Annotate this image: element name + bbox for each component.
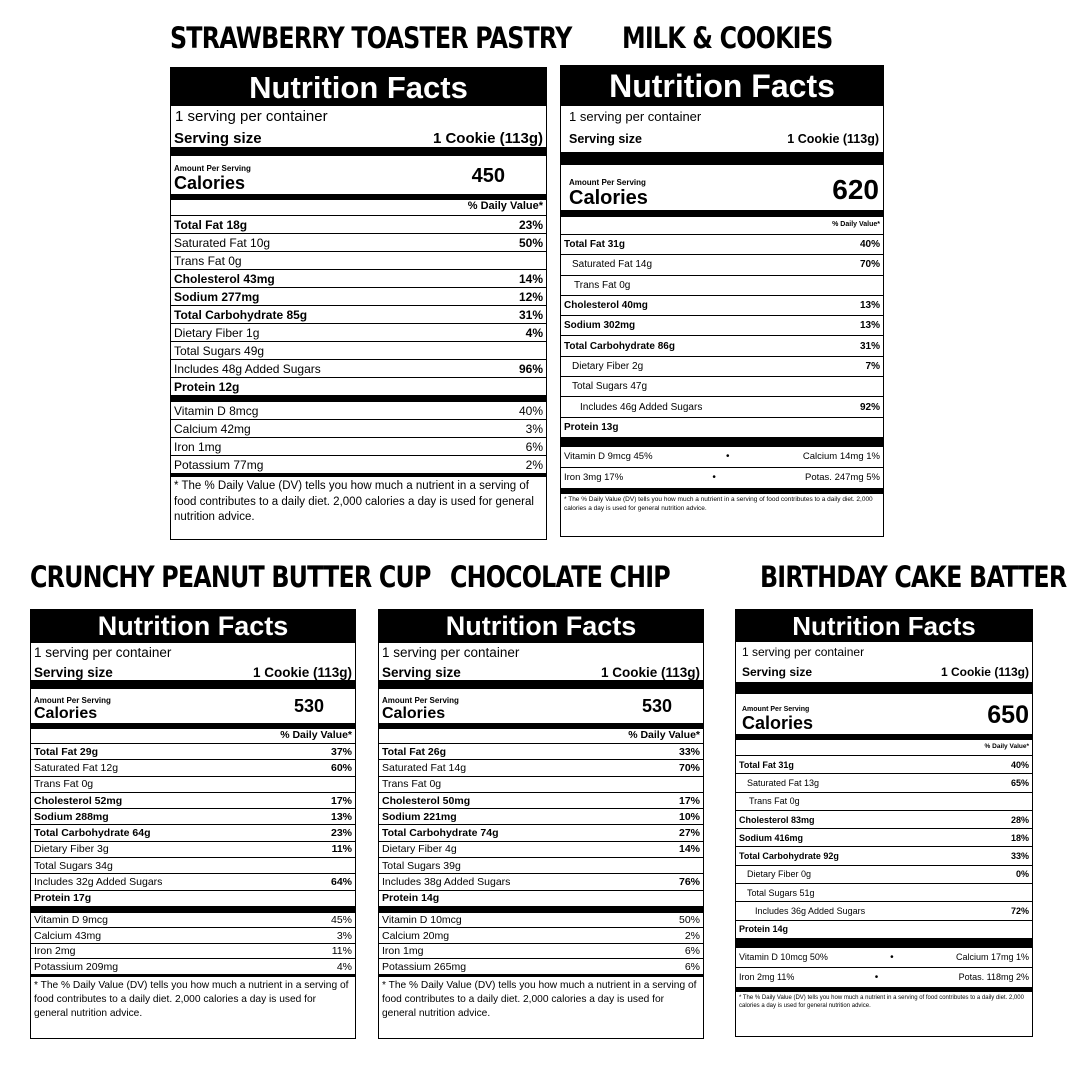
nutrition-label-chocolate-chip bbox=[378, 609, 704, 1039]
nutrient-row bbox=[171, 216, 546, 234]
vitamin-row bbox=[31, 928, 355, 944]
nutrient-label: Includes 46g Added Sugars bbox=[580, 401, 703, 413]
nutrient-label: Includes 36g Added Sugars bbox=[755, 906, 866, 917]
nutrient-label: Total Sugars 34g bbox=[34, 859, 113, 872]
nutrient-row bbox=[171, 252, 546, 270]
nutrient-label: Cholesterol 50mg bbox=[382, 794, 471, 807]
nutrient-daily-value: 17% bbox=[330, 794, 352, 807]
vitamin-row bbox=[379, 928, 703, 944]
serving-size-label: Serving size bbox=[569, 132, 642, 146]
vitamin-right: Calcium 17mg 1% bbox=[955, 952, 1029, 963]
nutrient-daily-value: 50% bbox=[518, 235, 543, 250]
servings-per-container: 1 serving per container bbox=[34, 645, 172, 660]
nutrient-row bbox=[736, 866, 1032, 884]
vitamin-row bbox=[31, 913, 355, 929]
nutrient-row bbox=[31, 744, 355, 760]
nutrient-daily-value: 72% bbox=[1010, 906, 1029, 917]
vitamin-right: Calcium 14mg 1% bbox=[802, 451, 880, 463]
daily-value-header: % Daily Value* bbox=[736, 740, 1032, 756]
vitamin-daily-value: 40% bbox=[518, 403, 543, 418]
nutrient-row bbox=[561, 397, 883, 417]
nutrient-label: Total Fat 29g bbox=[34, 745, 98, 758]
vitamin-left: Vitamin D 10mcg 50% bbox=[739, 952, 828, 963]
nutrient-row bbox=[171, 306, 546, 324]
calories-value: 530 bbox=[293, 696, 324, 716]
nutrition-facts-heading: Nutrition Facts bbox=[561, 66, 883, 106]
nutrient-row bbox=[379, 825, 703, 841]
nutrient-daily-value: 70% bbox=[678, 761, 700, 774]
nutrient-daily-value: 31% bbox=[859, 340, 880, 352]
nutrient-row bbox=[31, 891, 355, 907]
nutrient-label: Saturated Fat 12g bbox=[34, 761, 119, 774]
nutrition-label-strawberry bbox=[170, 67, 547, 540]
calories-label: Calories bbox=[174, 173, 246, 193]
vitamin-daily-value: 3% bbox=[525, 421, 543, 436]
nutrient-daily-value: 40% bbox=[1010, 759, 1029, 770]
vitamin-row bbox=[171, 402, 546, 420]
nutrient-row bbox=[379, 891, 703, 907]
nutrient-row bbox=[171, 288, 546, 306]
vitamin-daily-value: 2% bbox=[525, 457, 543, 472]
nutrient-label: Saturated Fat 13g bbox=[747, 777, 820, 788]
vitamin-label: Iron 1mg bbox=[174, 439, 222, 454]
nutrient-label: Dietary Fiber 3g bbox=[34, 843, 109, 856]
daily-value-header: % Daily Value* bbox=[171, 200, 546, 216]
nutrient-row bbox=[561, 235, 883, 255]
nutrient-daily-value: 96% bbox=[518, 361, 543, 376]
daily-value-header: % Daily Value* bbox=[379, 729, 703, 744]
nutrient-row bbox=[379, 760, 703, 776]
nutrient-row bbox=[379, 874, 703, 890]
nutrient-row bbox=[31, 858, 355, 874]
vitamin-daily-value: 45% bbox=[330, 914, 352, 927]
nutrient-daily-value: 23% bbox=[518, 217, 543, 232]
vitamin-label: Potassium 265mg bbox=[382, 960, 467, 973]
vitamin-label: Potassium 209mg bbox=[34, 960, 119, 973]
serving-size-label: Serving size bbox=[382, 665, 461, 680]
nutrition-facts-heading: Nutrition Facts bbox=[171, 68, 546, 106]
vitamin-row bbox=[31, 944, 355, 960]
nutrient-label: Total Fat 26g bbox=[382, 745, 446, 758]
panel-title: STRAWBERRY TOASTER PASTRY bbox=[170, 21, 572, 55]
nutrient-label: Includes 38g Added Sugars bbox=[382, 876, 511, 889]
nutrient-row bbox=[736, 921, 1032, 939]
nutrient-label: Sodium 302mg bbox=[564, 320, 636, 332]
nutrient-daily-value: 40% bbox=[859, 239, 880, 251]
panel-title: CHOCOLATE CHIP bbox=[450, 560, 670, 594]
nutrient-daily-value: 18% bbox=[1010, 832, 1029, 843]
nutrient-daily-value: 10% bbox=[678, 810, 700, 823]
nutrient-label: Dietary Fiber 0g bbox=[747, 869, 812, 880]
vitamin-daily-value: 6% bbox=[684, 960, 700, 973]
serving-size-label: Serving size bbox=[742, 665, 813, 679]
nutrient-row bbox=[31, 874, 355, 890]
vitamin-daily-value: 3% bbox=[336, 929, 352, 942]
nutrient-row bbox=[31, 842, 355, 858]
nutrient-label: Trans Fat 0g bbox=[174, 253, 242, 268]
nutrient-row bbox=[31, 760, 355, 776]
nutrient-label: Trans Fat 0g bbox=[382, 778, 442, 791]
nutrient-row bbox=[561, 357, 883, 377]
vitamin-label: Calcium 43mg bbox=[34, 929, 102, 942]
serving-size-value: 1 Cookie (113g) bbox=[252, 665, 352, 680]
nutrient-daily-value: 33% bbox=[1010, 851, 1029, 862]
nutrient-row bbox=[561, 276, 883, 296]
nutrient-label: Trans Fat 0g bbox=[34, 778, 94, 791]
nutrient-daily-value: 27% bbox=[678, 827, 700, 840]
nutrient-label: Total Sugars 49g bbox=[174, 343, 265, 358]
nutrient-daily-value: 13% bbox=[859, 320, 880, 332]
nutrient-row bbox=[171, 270, 546, 288]
nutrient-daily-value: 70% bbox=[859, 259, 880, 271]
nutrient-label: Sodium 277mg bbox=[174, 289, 260, 304]
nutrient-daily-value: 4% bbox=[525, 325, 543, 340]
bullet-separator: • bbox=[725, 451, 730, 463]
serving-size-value: 1 Cookie (113g) bbox=[787, 132, 879, 146]
nutrient-label: Total Sugars 47g bbox=[572, 381, 648, 393]
nutrient-row bbox=[736, 829, 1032, 847]
nutrient-label: Total Carbohydrate 85g bbox=[174, 307, 308, 322]
vitamin-label: Iron 2mg bbox=[34, 945, 76, 958]
nutrient-daily-value: 60% bbox=[330, 761, 352, 774]
calories-label: Calories bbox=[569, 187, 648, 209]
nutrient-daily-value: 31% bbox=[518, 307, 543, 322]
nutrient-label: Total Fat 31g bbox=[564, 239, 625, 251]
nutrient-label: Cholesterol 40mg bbox=[564, 300, 648, 312]
nutrition-facts-heading: Nutrition Facts bbox=[736, 610, 1032, 642]
nutrient-label: Cholesterol 83mg bbox=[739, 814, 815, 825]
servings-per-container: 1 serving per container bbox=[569, 109, 702, 124]
nutrient-row bbox=[736, 884, 1032, 902]
nutrient-row bbox=[736, 793, 1032, 811]
nutrient-label: Trans Fat 0g bbox=[749, 796, 800, 807]
nutrient-daily-value: 65% bbox=[1010, 777, 1029, 788]
serving-size-label: Serving size bbox=[34, 665, 113, 680]
vitamin-row bbox=[379, 944, 703, 960]
nutrient-daily-value: 11% bbox=[331, 843, 352, 856]
vitamin-row bbox=[171, 438, 546, 456]
nutrient-row bbox=[379, 809, 703, 825]
vitamin-left: Iron 2mg 11% bbox=[739, 972, 795, 983]
nutrient-label: Total Carbohydrate 92g bbox=[739, 851, 839, 862]
vitamin-row bbox=[379, 913, 703, 929]
calories-value: 450 bbox=[471, 165, 505, 187]
vitamin-left: Iron 3mg 17% bbox=[564, 472, 624, 484]
nutrient-label: Total Fat 18g bbox=[174, 217, 248, 232]
nutrition-facts-heading: Nutrition Facts bbox=[31, 610, 355, 643]
vitamin-daily-value: 50% bbox=[678, 914, 700, 927]
nutrient-label: Saturated Fat 10g bbox=[174, 235, 271, 250]
nutrient-label: Protein 13g bbox=[564, 421, 619, 433]
nutrient-row bbox=[561, 255, 883, 275]
nutrient-row bbox=[171, 324, 546, 342]
calories-value: 530 bbox=[641, 696, 672, 716]
nutrient-daily-value: 76% bbox=[678, 876, 700, 889]
nutrient-label: Cholesterol 43mg bbox=[174, 271, 275, 286]
nutrient-daily-value: 13% bbox=[330, 810, 352, 823]
nutrient-label: Protein 17g bbox=[34, 892, 92, 905]
daily-value-header: % Daily Value* bbox=[561, 217, 883, 235]
vitamin-left: Vitamin D 9mcg 45% bbox=[564, 451, 653, 463]
nutrient-label: Protein 14g bbox=[382, 892, 440, 905]
vitamin-right: Potas. 247mg 5% bbox=[805, 472, 880, 484]
nutrient-row bbox=[379, 793, 703, 809]
bullet-separator: • bbox=[890, 951, 894, 963]
nutrition-label-peanut-butter-cup bbox=[30, 609, 356, 1039]
amount-per-serving: Amount Per Serving bbox=[742, 706, 810, 713]
vitamin-row bbox=[379, 959, 703, 975]
nutrient-label: Sodium 416mg bbox=[739, 832, 804, 843]
nutrient-daily-value: 28% bbox=[1010, 814, 1029, 825]
nutrient-row bbox=[736, 811, 1032, 829]
vitamin-right: Potas. 118mg 2% bbox=[958, 972, 1029, 983]
nutrient-label: Total Fat 31g bbox=[739, 759, 794, 770]
amount-per-serving: Amount Per Serving bbox=[569, 178, 646, 187]
nutrient-label: Dietary Fiber 2g bbox=[572, 360, 644, 372]
vitamin-label: Iron 1mg bbox=[382, 945, 424, 958]
nutrient-row bbox=[379, 744, 703, 760]
nutrition-label-birthday-cake bbox=[735, 609, 1033, 1037]
nutrient-label: Sodium 221mg bbox=[382, 810, 457, 823]
serving-size-value: 1 Cookie (113g) bbox=[940, 665, 1029, 679]
footnote: * The % Daily Value (DV) tells you how much a nutrient in a serving of food contributes to a daily diet. 2,000 calories a day is used for general nutrition advice. bbox=[739, 994, 1024, 1010]
vitamin-label: Calcium 20mg bbox=[382, 929, 450, 942]
nutrient-label: Total Carbohydrate 74g bbox=[382, 827, 499, 840]
vitamin-row bbox=[736, 948, 1032, 968]
vitamin-row bbox=[561, 447, 883, 468]
footnote: * The % Daily Value (DV) tells you how much a nutrient in a serving of food contributes to a daily diet. 2,000 calories a day is used for general nutrition advice. bbox=[564, 495, 873, 512]
vitamin-daily-value: 11% bbox=[331, 945, 352, 958]
calories-value: 650 bbox=[987, 701, 1029, 729]
vitamin-label: Potassium 77mg bbox=[174, 457, 264, 472]
nutrient-row bbox=[561, 377, 883, 397]
nutrient-daily-value: 14% bbox=[678, 843, 700, 856]
nutrient-label: Includes 48g Added Sugars bbox=[174, 361, 321, 376]
nutrient-row bbox=[171, 360, 546, 378]
nutrition-facts-heading: Nutrition Facts bbox=[379, 610, 703, 643]
nutrient-row bbox=[736, 847, 1032, 865]
nutrient-row bbox=[736, 756, 1032, 774]
nutrient-label: Total Sugars 39g bbox=[382, 859, 461, 872]
nutrient-label: Saturated Fat 14g bbox=[382, 761, 467, 774]
serving-size-value: 1 Cookie (113g) bbox=[600, 665, 700, 680]
vitamin-daily-value: 2% bbox=[684, 929, 700, 942]
serving-size-label: Serving size bbox=[174, 130, 262, 147]
vitamin-label: Vitamin D 8mcg bbox=[174, 403, 259, 418]
nutrient-row bbox=[31, 825, 355, 841]
nutrient-row bbox=[171, 378, 546, 396]
nutrient-label: Saturated Fat 14g bbox=[572, 259, 653, 271]
nutrient-row bbox=[31, 793, 355, 809]
vitamin-row bbox=[561, 468, 883, 489]
nutrient-row bbox=[379, 777, 703, 793]
nutrient-daily-value: 0% bbox=[1015, 869, 1029, 880]
vitamin-label: Vitamin D 10mcg bbox=[382, 914, 462, 927]
amount-per-serving: Amount Per Serving bbox=[382, 696, 459, 705]
vitamin-daily-value: 6% bbox=[684, 945, 700, 958]
bullet-separator: • bbox=[712, 472, 716, 484]
nutrient-daily-value: 12% bbox=[518, 289, 543, 304]
amount-per-serving: Amount Per Serving bbox=[174, 164, 251, 173]
nutrient-label: Dietary Fiber 1g bbox=[174, 325, 260, 340]
vitamin-daily-value: 6% bbox=[525, 439, 543, 454]
vitamin-label: Calcium 42mg bbox=[174, 421, 251, 436]
nutrient-row bbox=[736, 774, 1032, 792]
vitamin-row bbox=[171, 456, 546, 474]
serving-size-value: 1 Cookie (113g) bbox=[432, 130, 543, 147]
nutrient-row bbox=[561, 316, 883, 336]
nutrient-row bbox=[31, 777, 355, 793]
nutrient-label: Protein 14g bbox=[739, 924, 789, 935]
nutrient-row bbox=[736, 902, 1032, 920]
nutrient-row bbox=[379, 858, 703, 874]
nutrient-label: Trans Fat 0g bbox=[574, 279, 631, 291]
nutrient-daily-value: 14% bbox=[518, 271, 543, 286]
nutrient-daily-value: 64% bbox=[330, 876, 352, 889]
daily-value-header: % Daily Value* bbox=[31, 729, 355, 744]
nutrient-label: Dietary Fiber 4g bbox=[382, 843, 457, 856]
nutrient-row bbox=[561, 336, 883, 356]
calories-label: Calories bbox=[382, 705, 446, 722]
nutrient-daily-value: 92% bbox=[859, 401, 880, 413]
nutrient-label: Total Carbohydrate 64g bbox=[34, 827, 151, 840]
nutrition-label-milk-cookies bbox=[560, 65, 884, 537]
footnote: * The % Daily Value (DV) tells you how much a nutrient in a serving of food contributes to a daily diet. 2,000 calories a day is used for general nutrition advice. bbox=[171, 474, 546, 528]
amount-per-serving: Amount Per Serving bbox=[34, 696, 111, 705]
nutrient-daily-value: 13% bbox=[859, 300, 880, 312]
nutrient-label: Cholesterol 52mg bbox=[34, 794, 123, 807]
calories-label: Calories bbox=[742, 713, 814, 733]
nutrient-daily-value: 37% bbox=[330, 745, 352, 758]
nutrient-row bbox=[171, 234, 546, 252]
footnote: * The % Daily Value (DV) tells you how much a nutrient in a serving of food contributes to a daily diet. 2,000 calories a day is used for general nutrition advice. bbox=[31, 975, 355, 1022]
nutrient-label: Sodium 288mg bbox=[34, 810, 109, 823]
panel-title: MILK & COOKIES bbox=[622, 21, 833, 55]
panel-title: CRUNCHY PEANUT BUTTER CUP bbox=[30, 560, 431, 594]
calories-label: Calories bbox=[34, 705, 98, 722]
nutrient-row bbox=[379, 842, 703, 858]
nutrient-row bbox=[561, 296, 883, 316]
servings-per-container: 1 serving per container bbox=[175, 108, 328, 125]
vitamin-row bbox=[171, 420, 546, 438]
vitamin-row bbox=[31, 959, 355, 975]
vitamin-row bbox=[736, 968, 1032, 988]
nutrient-daily-value: 23% bbox=[330, 827, 352, 840]
nutrient-daily-value: 7% bbox=[865, 360, 880, 372]
nutrient-row bbox=[561, 418, 883, 438]
footnote: * The % Daily Value (DV) tells you how much a nutrient in a serving of food contributes to a daily diet. 2,000 calories a day is used for general nutrition advice. bbox=[379, 975, 703, 1022]
nutrient-label: Total Sugars 51g bbox=[747, 887, 815, 898]
nutrient-row bbox=[31, 809, 355, 825]
calories-value: 620 bbox=[832, 174, 879, 205]
panel-title: BIRTHDAY CAKE BATTER bbox=[760, 560, 1067, 594]
vitamin-daily-value: 4% bbox=[336, 960, 352, 973]
servings-per-container: 1 serving per container bbox=[382, 645, 520, 660]
bullet-separator: • bbox=[874, 971, 879, 983]
nutrient-label: Total Carbohydrate 86g bbox=[564, 340, 675, 352]
nutrient-daily-value: 33% bbox=[678, 745, 700, 758]
nutrient-row bbox=[171, 342, 546, 360]
vitamin-label: Vitamin D 9mcg bbox=[34, 914, 108, 927]
nutrient-label: Protein 12g bbox=[174, 379, 240, 394]
nutrient-daily-value: 17% bbox=[678, 794, 700, 807]
nutrient-label: Includes 32g Added Sugars bbox=[34, 876, 163, 889]
servings-per-container: 1 serving per container bbox=[742, 645, 865, 659]
